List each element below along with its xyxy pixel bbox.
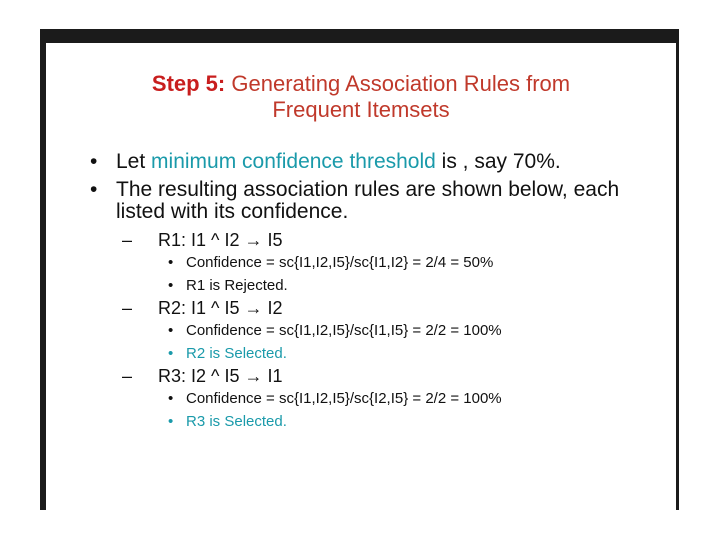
rule-r1-confidence: • Confidence = sc{I1,I2,I5}/sc{I1,I2} = 2/4 = 50% — [168, 251, 670, 274]
bullet-prefix: Let — [116, 150, 152, 173]
title-step: Step 5: — [151, 71, 226, 96]
bullet-highlight: minimum confidence threshold — [151, 150, 436, 173]
rule-label: R1: I1 ^ I2 → I5 — [158, 230, 283, 250]
slide-title — [46, 71, 676, 123]
rule-label: R2: I1 ^ I5 → I2 — [158, 298, 283, 318]
rule-r1 — [122, 229, 670, 251]
rule-dash: – — [122, 366, 133, 386]
rule-r3-confidence: • Confidence = sc{I1,I2,I5}/sc{I2,I5} = 2/2 = 100% — [168, 387, 670, 410]
slide-frame — [40, 29, 679, 510]
rule-r2-confidence: • Confidence = sc{I1,I2,I5}/sc{I1,I5} = 2/2 = 100% — [168, 319, 670, 342]
rule-r3-status: • R3 is Selected. — [168, 410, 670, 433]
rule-dash: – — [122, 298, 133, 318]
title-line2: Frequent Itemsets — [272, 97, 450, 122]
rule-dash: – — [122, 230, 133, 250]
rule-label: R3: I2 ^ I5 → I1 — [158, 366, 283, 386]
bullet-suffix: is , say 70%. — [435, 150, 561, 173]
rule-r1-status: • R1 is Rejected. — [168, 274, 670, 297]
title-line1: Generating Association Rules from — [231, 71, 571, 96]
bullet-list — [90, 151, 670, 433]
bullet-threshold — [90, 151, 670, 173]
rule-r3 — [122, 365, 670, 387]
bullet-rules-intro: • The resulting association rules are shown below, each listed with its confidence. — [90, 179, 670, 223]
rule-r2-status: • R2 is Selected. — [168, 342, 670, 365]
rule-r2 — [122, 297, 670, 319]
